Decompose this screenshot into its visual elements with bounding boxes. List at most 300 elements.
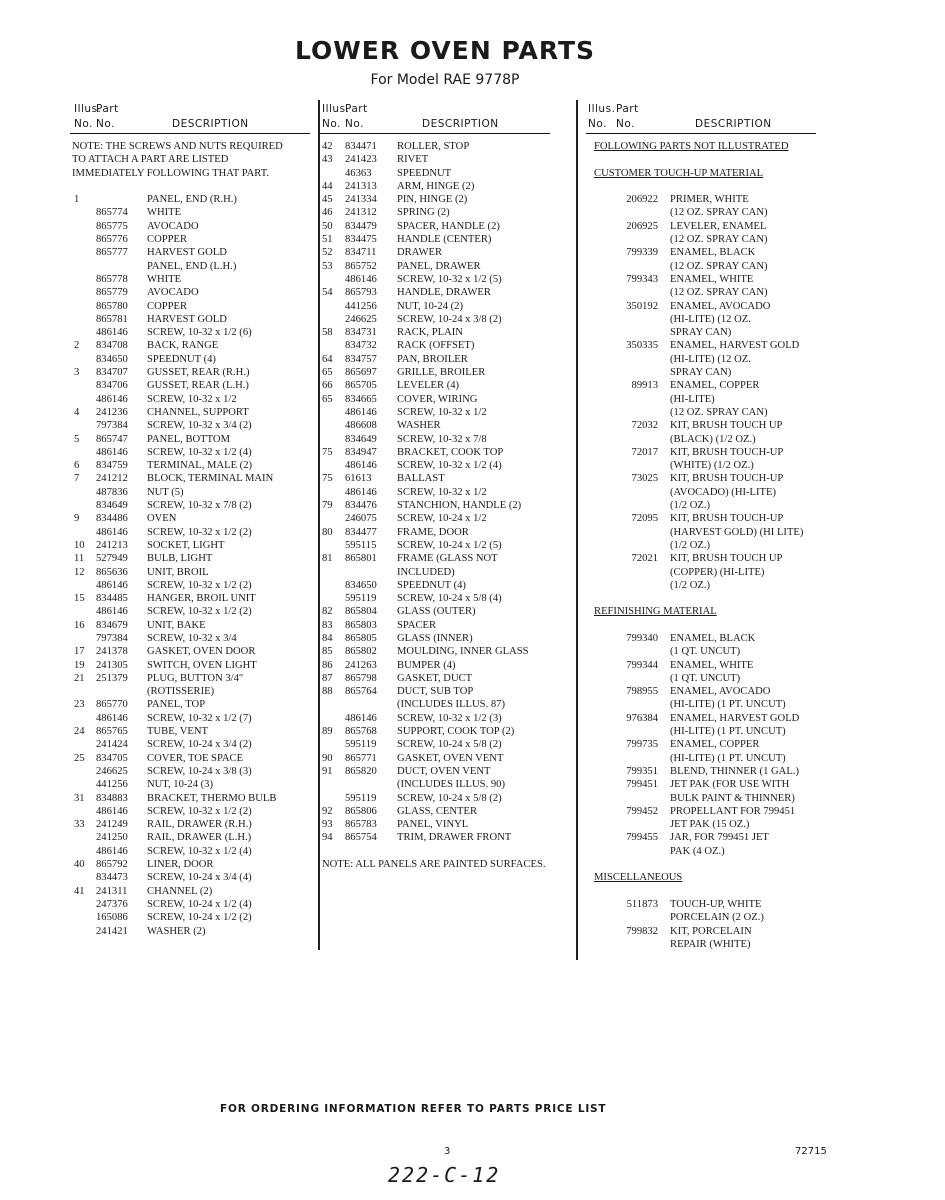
part-number: 241424	[96, 739, 128, 751]
part-description: PANEL, END (L.H.)	[147, 260, 237, 272]
table-row	[320, 233, 572, 246]
part-number: 89913	[631, 380, 658, 392]
part-number: 976384	[626, 712, 658, 724]
table-row	[586, 938, 816, 951]
part-number: 486608	[345, 420, 377, 432]
part-description: (AVOCADO) (HI-LITE)	[670, 486, 777, 498]
illus-number: 52	[322, 247, 333, 259]
part-description: SCREW, 10-32 x 1/2 (6)	[147, 327, 252, 339]
table-row	[586, 805, 816, 818]
part-description: KIT, BRUSH TOUCH UP	[670, 553, 783, 565]
illus-number: 31	[74, 792, 85, 804]
part-description: DUCT, OVEN VENT	[397, 765, 491, 777]
table-row	[586, 685, 816, 698]
part-number: 834731	[345, 327, 377, 339]
part-description: WASHER (2)	[147, 925, 206, 937]
illus-number: 85	[322, 646, 333, 658]
part-description: SCREW, 10-32 x 7/8 (2)	[147, 500, 252, 512]
part-description: BRACKET, COOK TOP	[397, 446, 504, 458]
table-row	[320, 246, 572, 259]
part-description: GRILLE, BROILER	[397, 367, 486, 379]
illus-number: 33	[74, 819, 85, 831]
column-header	[586, 101, 816, 134]
table-row	[320, 326, 572, 339]
illus-number: 54	[322, 287, 333, 299]
part-description: LEVELER (4)	[397, 380, 460, 392]
part-description: IMMEDIATELY FOLLOWING THAT PART.	[72, 167, 270, 179]
part-number: 241334	[345, 194, 377, 206]
table-row	[70, 180, 310, 193]
part-number: 595119	[345, 593, 377, 605]
page-number: 3	[444, 1146, 451, 1157]
part-description: RAIL, DRAWER (R.H.)	[147, 819, 252, 831]
part-number: 797384	[96, 632, 128, 644]
part-description: SPRING (2)	[397, 207, 450, 219]
illus-number: 75	[322, 446, 333, 458]
part-description: NOTE: ALL PANELS ARE PAINTED SURFACES.	[322, 859, 546, 871]
part-description: (HI-LITE) (12 OZ.	[670, 313, 751, 325]
part-number: 799832	[626, 925, 658, 937]
table-row	[320, 153, 572, 166]
part-number: 865764	[345, 686, 377, 698]
part-description: SCREW, 10-24 x 5/8 (2)	[397, 739, 502, 751]
part-number: 834711	[345, 247, 377, 259]
part-description: PRIMER, WHITE	[670, 194, 749, 206]
part-description: (12 OZ. SPRAY CAN)	[670, 234, 768, 246]
parts-list	[70, 140, 310, 938]
part-description: HARVEST GOLD	[147, 313, 227, 325]
part-description: UNIT, BAKE	[147, 619, 206, 631]
table-row	[586, 446, 816, 459]
description-header: DESCRIPTION	[695, 118, 772, 130]
table-row	[586, 499, 816, 512]
part-description: SPACER, HANDLE (2)	[397, 220, 500, 232]
table-row	[70, 632, 310, 645]
part-number: 865765	[96, 726, 128, 738]
part-number: 865774	[96, 207, 128, 219]
part-description: ROLLER, STOP	[397, 141, 470, 152]
part-description: KIT, PORCELAIN	[670, 925, 752, 937]
part-description: SCREW, 10-32 x 1/2 (5)	[397, 273, 502, 285]
part-description: SPEEDNUT (4)	[397, 579, 466, 591]
part-number: 206922	[626, 194, 658, 206]
section-heading-label: FOLLOWING PARTS NOT ILLUSTRATED	[594, 141, 789, 152]
table-row	[320, 552, 572, 565]
illus-number: 1	[74, 194, 80, 206]
table-row	[586, 300, 816, 313]
part-number: 834471	[345, 141, 377, 152]
table-row	[320, 845, 572, 858]
part-description: CHANNEL, SUPPORT	[147, 406, 249, 418]
part-description: ENAMEL, COPPER	[670, 739, 760, 751]
section-heading-label: REFINISHING MATERIAL	[594, 606, 717, 618]
part-description: (HI-LITE) (12 OZ.	[670, 353, 751, 365]
illus-number: 42	[322, 141, 333, 152]
part-description: NUT, 10-24 (3)	[147, 779, 213, 791]
table-row	[586, 366, 816, 379]
part-description: PIN, HINGE (2)	[397, 194, 468, 206]
part-number: 865705	[345, 380, 377, 392]
part-description: JET PAK (15 OZ.)	[670, 819, 750, 831]
illus-number: 84	[322, 632, 333, 644]
part-description: (COPPER) (HI-LITE)	[670, 566, 765, 578]
part-description: (12 OZ. SPRAY CAN)	[670, 406, 768, 418]
illus-number: 66	[322, 380, 333, 392]
table-row	[70, 366, 310, 379]
part-number: 865783	[345, 819, 377, 831]
table-row	[320, 366, 572, 379]
part-description: JET PAK (FOR USE WITH	[670, 779, 790, 791]
part-description: (INCLUDES ILLUS. 90)	[397, 779, 505, 791]
illus-number: 24	[74, 726, 85, 738]
part-number: 834708	[96, 340, 128, 352]
part-number: 241236	[96, 406, 128, 418]
part-number: 834650	[96, 353, 128, 365]
table-row	[70, 512, 310, 525]
table-row	[586, 778, 816, 791]
part-number: 834650	[345, 579, 377, 591]
part-description: SCREW, 10-32 x 1/2 (7)	[147, 712, 252, 724]
table-row	[586, 353, 816, 366]
table-row	[70, 672, 310, 685]
table-row	[586, 406, 816, 419]
part-number: 865747	[96, 433, 128, 445]
part-description: SCREW, 10-32 x 1/2	[397, 486, 487, 498]
table-row	[320, 419, 572, 432]
illus-number: 93	[322, 819, 333, 831]
table-row	[586, 153, 816, 166]
column-header	[70, 101, 310, 134]
part-description: BALLAST	[397, 473, 445, 485]
part-description: SCREW, 10-24 x 3/8 (2)	[397, 313, 502, 325]
part-description: FRAME (GLASS NOT	[397, 553, 498, 565]
part-description: AVOCADO	[147, 287, 199, 299]
part-number: 834485	[96, 593, 128, 605]
table-row	[586, 539, 816, 552]
illus-number: 82	[322, 606, 333, 618]
part-description: LEVELER, ENAMEL	[670, 220, 767, 232]
table-row	[70, 566, 310, 579]
part-number: 834757	[345, 353, 377, 365]
illus-number: 43	[322, 154, 333, 166]
part-description: BULB, LIGHT	[147, 553, 213, 565]
part-description: BUMPER (4)	[397, 659, 456, 671]
part-description: (WHITE) (1/2 OZ.)	[670, 460, 754, 472]
table-row	[70, 925, 310, 938]
table-row	[70, 552, 310, 565]
part-number: 834883	[96, 792, 128, 804]
part-description: SCREW, 10-32 x 1/2 (3)	[397, 712, 502, 724]
part-no-header: No.	[96, 118, 115, 130]
part-number: 799344	[626, 659, 658, 671]
part-description: PANEL, DRAWER	[397, 260, 481, 272]
table-row	[70, 539, 310, 552]
table-row	[70, 167, 310, 180]
part-description: SCREW, 10-32 x 1/2	[397, 406, 487, 418]
part-number: 241213	[96, 539, 128, 551]
part-number: 486146	[345, 460, 377, 472]
part-description: ENAMEL, BLACK	[670, 247, 756, 259]
part-number: 799339	[626, 247, 658, 259]
table-row	[586, 725, 816, 738]
part-description: JAR, FOR 799451 JET	[670, 832, 769, 844]
part-number: 865777	[96, 247, 128, 259]
part-description: (1 QT. UNCUT)	[670, 646, 741, 658]
part-description: (INCLUDES ILLUS. 87)	[397, 699, 505, 711]
table-row	[320, 672, 572, 685]
part-number: 799451	[626, 779, 658, 791]
illus-number: 12	[74, 566, 85, 578]
table-row	[586, 313, 816, 326]
table-row	[70, 273, 310, 286]
table-row	[586, 659, 816, 672]
table-row	[586, 738, 816, 751]
table-row	[320, 140, 572, 153]
table-row	[320, 858, 572, 871]
part-description: SCREW, 10-32 x 1/2 (4)	[397, 460, 502, 472]
part-number: 865792	[96, 859, 128, 871]
part-number: 798955	[626, 686, 658, 698]
table-row	[70, 353, 310, 366]
part-number: 865770	[96, 699, 128, 711]
section-heading	[586, 605, 816, 618]
part-description: COVER, WIRING	[397, 393, 478, 405]
illus-number: 90	[322, 752, 333, 764]
table-row	[320, 698, 572, 711]
table-row	[586, 898, 816, 911]
table-row	[586, 472, 816, 485]
part-description: SPRAY CAN)	[670, 327, 732, 339]
part-description: (HI-LITE) (1 PT. UNCUT)	[670, 726, 786, 738]
section-heading	[586, 140, 816, 153]
table-row	[320, 526, 572, 539]
part-number: 73025	[631, 473, 658, 485]
part-number: 834732	[345, 340, 377, 352]
part-number: 246625	[96, 765, 128, 777]
part-description: (BLACK) (1/2 OZ.)	[670, 433, 756, 445]
table-row	[586, 286, 816, 299]
part-number: 834705	[96, 752, 128, 764]
table-row	[320, 353, 572, 366]
table-row	[70, 685, 310, 698]
column-header	[320, 101, 550, 134]
part-number: 834475	[345, 234, 377, 246]
part-description: KIT, BRUSH TOUCH-UP	[670, 513, 784, 525]
part-description: SCREW, 10-24 x 3/4 (4)	[147, 872, 252, 884]
table-row	[70, 911, 310, 924]
table-row	[586, 552, 816, 565]
part-description: KIT, BRUSH TOUCH-UP	[670, 473, 784, 485]
part-description: TRIM, DRAWER FRONT	[397, 832, 512, 844]
part-description: PANEL, TOP	[147, 699, 206, 711]
table-row	[70, 712, 310, 725]
illus-number: 92	[322, 805, 333, 817]
part-number: 241212	[96, 473, 128, 485]
section-heading-label: CUSTOMER TOUCH-UP MATERIAL	[594, 167, 764, 179]
table-row	[586, 233, 816, 246]
part-description: NUT, 10-24 (2)	[397, 300, 463, 312]
part-number: 486146	[345, 712, 377, 724]
table-row	[586, 845, 816, 858]
table-row	[70, 300, 310, 313]
part-description: SCREW, 10-24 x 5/8 (4)	[397, 593, 502, 605]
table-row	[70, 220, 310, 233]
table-row	[320, 765, 572, 778]
part-description: SCREW, 10-24 x 3/8 (3)	[147, 765, 252, 777]
part-description: SCREW, 10-32 x 1/2 (4)	[147, 446, 252, 458]
part-number: 511873	[626, 898, 658, 910]
part-description: SCREW, 10-24 x 1/2 (2)	[147, 912, 252, 924]
part-description: SPRAY CAN)	[670, 367, 732, 379]
table-row	[70, 233, 310, 246]
table-row	[320, 393, 572, 406]
table-row	[320, 167, 572, 180]
table-row	[320, 659, 572, 672]
table-row	[320, 286, 572, 299]
table-row	[320, 752, 572, 765]
part-number: 72017	[631, 446, 658, 458]
part-number: 799735	[626, 739, 658, 751]
illus-number: 9	[74, 513, 80, 525]
table-row	[70, 579, 310, 592]
table-row	[70, 725, 310, 738]
part-description: BLEND, THINNER (1 GAL.)	[670, 765, 799, 777]
parts-column-1	[70, 101, 310, 938]
part-description: BACK, RANGE	[147, 340, 219, 352]
table-row	[320, 339, 572, 352]
part-number: 486146	[345, 406, 377, 418]
part-description: PANEL, END (R.H.)	[147, 194, 237, 206]
table-row	[70, 260, 310, 273]
part-description: GASKET, OVEN DOOR	[147, 646, 256, 658]
table-row	[586, 645, 816, 658]
illus-number: 64	[322, 353, 333, 365]
illus-number: 4	[74, 406, 80, 418]
part-description: WHITE	[147, 273, 182, 285]
illus-number: 86	[322, 659, 333, 671]
table-row	[70, 499, 310, 512]
illus-number: 51	[322, 234, 333, 246]
table-row	[70, 645, 310, 658]
part-description: PANEL, BOTTOM	[147, 433, 230, 445]
part-number: 486146	[345, 486, 377, 498]
part-description: TERMINAL, MALE (2)	[147, 460, 253, 472]
illus-number: 65	[322, 367, 333, 379]
table-row	[320, 579, 572, 592]
table-row	[70, 140, 310, 153]
part-description: RIVET	[397, 154, 429, 166]
part-description: SUPPORT, COOK TOP (2)	[397, 726, 515, 738]
table-row	[586, 885, 816, 898]
part-number: 595115	[345, 539, 377, 551]
part-number: 834477	[345, 526, 377, 538]
table-row	[586, 180, 816, 193]
table-row	[320, 831, 572, 844]
table-row	[586, 911, 816, 924]
part-description: NUT (5)	[147, 486, 184, 498]
illus-header: Illus.	[588, 103, 616, 115]
section-heading-label: MISCELLANEOUS	[594, 872, 683, 884]
part-no-header: No.	[616, 118, 635, 130]
part-number: 486146	[96, 712, 128, 724]
part-number: 486146	[96, 579, 128, 591]
illus-number: 16	[74, 619, 85, 631]
table-row	[586, 925, 816, 938]
part-description: TO ATTACH A PART ARE LISTED	[72, 154, 229, 166]
part-number: 486146	[96, 845, 128, 857]
part-description: (12 OZ. SPRAY CAN)	[670, 207, 768, 219]
table-row	[586, 260, 816, 273]
table-row	[586, 193, 816, 206]
table-row	[320, 313, 572, 326]
part-header: Part	[345, 103, 368, 115]
illus-number: 79	[322, 500, 333, 512]
table-row	[586, 393, 816, 406]
table-row	[70, 765, 310, 778]
part-number: 241312	[345, 207, 377, 219]
part-description: GLASS (OUTER)	[397, 606, 476, 618]
illus-number: 21	[74, 672, 85, 684]
part-number: 241305	[96, 659, 128, 671]
table-row	[320, 300, 572, 313]
part-number: 61613	[345, 473, 372, 485]
part-description: INCLUDED)	[397, 566, 455, 578]
part-description: SPACER	[397, 619, 437, 631]
part-number: 865804	[345, 606, 377, 618]
part-number: 241421	[96, 925, 128, 937]
table-row	[70, 858, 310, 871]
part-description: (12 OZ. SPRAY CAN)	[670, 260, 768, 272]
part-description: SCREW, 10-24 x 5/8 (2)	[397, 792, 502, 804]
illus-number: 11	[74, 553, 85, 565]
table-row	[586, 526, 816, 539]
part-number: 834707	[96, 367, 128, 379]
part-description: DRAWER	[397, 247, 443, 259]
table-row	[320, 605, 572, 618]
illus-no-header: No.	[322, 118, 341, 130]
part-description: DUCT, SUB TOP	[397, 686, 474, 698]
table-row	[586, 379, 816, 392]
parts-column-3	[586, 101, 816, 951]
table-row	[320, 539, 572, 552]
part-number: 486146	[345, 273, 377, 285]
table-row	[586, 566, 816, 579]
part-description: SOCKET, LIGHT	[147, 539, 225, 551]
part-description: NOTE: THE SCREWS AND NUTS REQUIRED	[72, 141, 283, 152]
part-number: 799455	[626, 832, 658, 844]
part-number: 799351	[626, 765, 658, 777]
part-description: (1/2 OZ.)	[670, 500, 711, 512]
illus-number: 83	[322, 619, 333, 631]
table-row	[70, 339, 310, 352]
part-number: 486146	[96, 526, 128, 538]
part-description: GLASS, CENTER	[397, 805, 478, 817]
part-number: 865754	[345, 832, 377, 844]
part-number: 865778	[96, 273, 128, 285]
table-row	[70, 659, 310, 672]
part-number: 165086	[96, 912, 128, 924]
part-number: 486146	[96, 805, 128, 817]
part-number: 834706	[96, 380, 128, 392]
table-row	[70, 619, 310, 632]
table-row	[320, 180, 572, 193]
table-row	[320, 685, 572, 698]
part-description: PLUG, BUTTON 3/4"	[147, 672, 244, 684]
part-description: MOULDING, INNER GLASS	[397, 646, 529, 658]
part-description: SCREW, 10-32 x 1/2 (2)	[147, 526, 252, 538]
description-header: DESCRIPTION	[172, 118, 249, 130]
part-number: 865768	[345, 726, 377, 738]
